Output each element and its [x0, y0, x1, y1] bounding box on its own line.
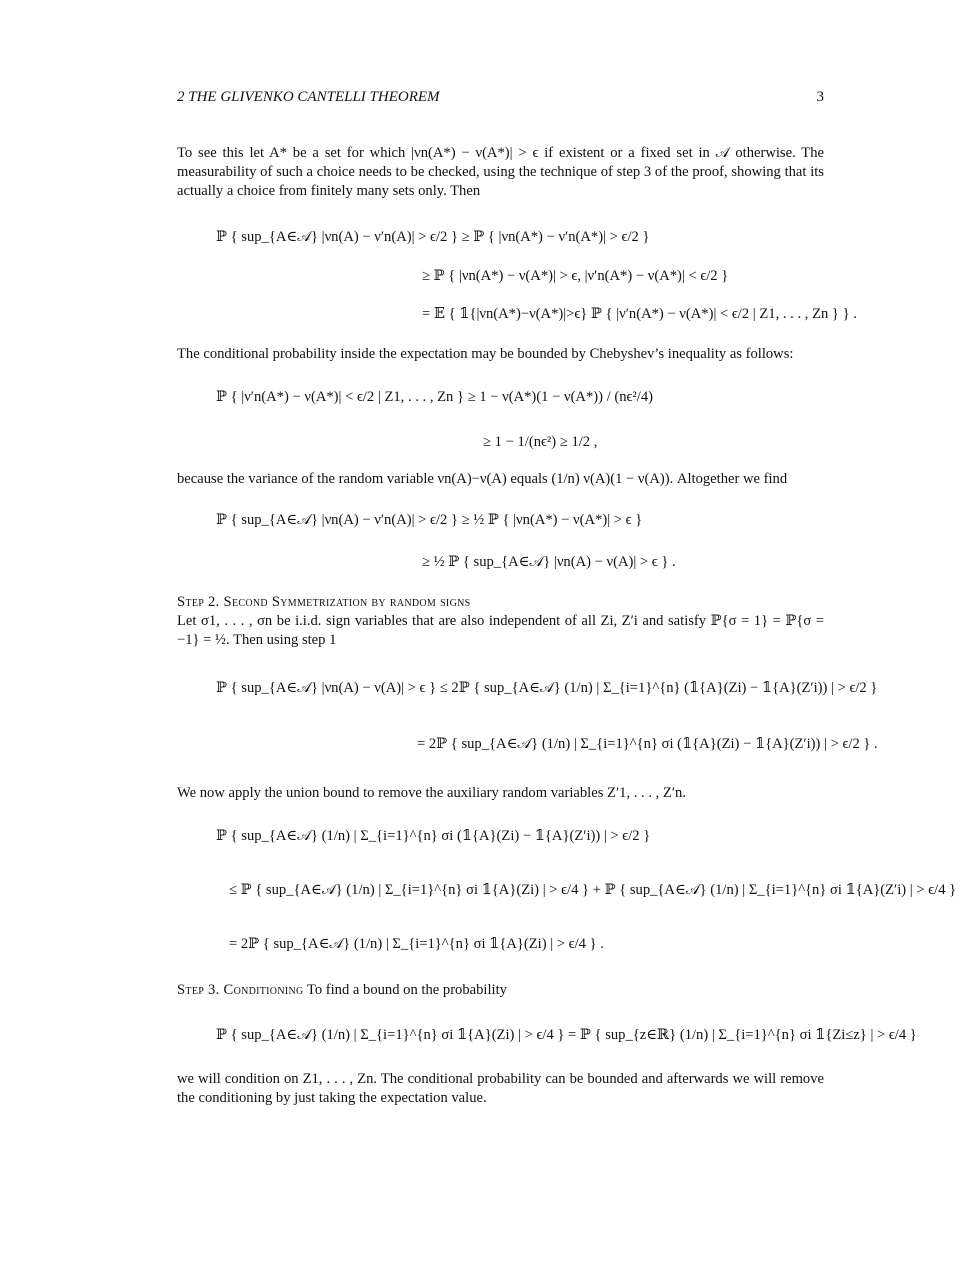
- step-3-paragraph: [177, 981, 824, 1000]
- equation-3: [177, 499, 824, 583]
- eq1-line3: = 𝔼 { 𝟙{|νn(A*)−ν(A*)|>ϵ} ℙ { |ν′n(A*) − ν(A*)| < ϵ/2 | Z1, . . . , Zn } } .: [422, 306, 857, 322]
- paragraph-1: To see this let A* be a set for which |νn(A*) − ν(A*)| > ϵ if existent or a fixed set in 𝒜 otherwise. The measurability of such a choice needs to be checked, using the technique of step 3 of the proof, showing that its actually a choice from finitely many sets only. Then: [177, 145, 824, 199]
- paragraph-3: because the variance of the random variable νn(A)−ν(A) equals (1/n) ν(A)(1 − ν(A)). Altogether we find: [177, 471, 788, 487]
- eq5-line1: ℙ { sup_{A∈𝒜} (1/n) | Σ_{i=1}^{n} σi (𝟙{A}(Zi) − 𝟙{A}(Z′i)) | > ϵ/2 }: [216, 828, 651, 844]
- section-title: 2 THE GLIVENKO CANTELLI THEOREM: [177, 89, 440, 105]
- eq4-line1: ℙ { sup_{A∈𝒜} |νn(A) − ν(A)| > ϵ } ≤ 2ℙ { sup_{A∈𝒜} (1/n) | Σ_{i=1}^{n} (𝟙{A}(Zi) − 𝟙{A}(Z′i)) | > ϵ/2 }: [216, 680, 878, 696]
- step-3-text: To find a bound on the probability: [306, 982, 507, 998]
- equation-4: [177, 660, 878, 772]
- step-2-heading: Step 2. Second Symmetrization by random signs: [177, 594, 471, 610]
- equation-6: [177, 1006, 917, 1064]
- paragraph-2: The conditional probability inside the expectation may be bounded by Chebyshev’s inequality as follows:: [177, 346, 794, 362]
- eq5-line3: = 2ℙ { sup_{A∈𝒜} (1/n) | Σ_{i=1}^{n} σi 𝟙{A}(Zi) | > ϵ/4 } .: [229, 936, 604, 952]
- body: [177, 144, 957, 1108]
- paragraph-4: We now apply the union bound to remove the auxiliary random variables Z′1, . . . , Z′n.: [177, 785, 686, 801]
- paragraph-5: we will condition on Z1, . . . , Zn. The conditional probability can be bounded and afterwards we will remove the conditioning by just taking the expectation value.: [177, 1071, 824, 1106]
- eq2-line1: ℙ { |ν′n(A*) − ν(A*)| < ϵ/2 | Z1, . . . , Zn } ≥ 1 − ν(A*)(1 − ν(A*)) / (nϵ²/4): [216, 389, 653, 405]
- eq6-line1: ℙ { sup_{A∈𝒜} (1/n) | Σ_{i=1}^{n} σi 𝟙{A}(Zi) | > ϵ/4 } = ℙ { sup_{z∈ℝ} (1/n) | Σ_{i=1}^{n} σi 𝟙{Zi≤z} | > ϵ/4 }: [216, 1027, 917, 1043]
- eq3-line2: ≥ ½ ℙ { sup_{A∈𝒜} |νn(A) − ν(A)| > ϵ } .: [422, 554, 676, 570]
- equation-5: [177, 809, 957, 971]
- eq1-line2: ≥ ℙ { |νn(A*) − ν(A*)| > ϵ, |ν′n(A*) − ν(A*)| < ϵ/2 }: [422, 268, 729, 284]
- eq1-line1: ℙ { sup_{A∈𝒜} |νn(A) − ν′n(A)| > ϵ/2 } ≥ ℙ { |νn(A*) − ν′n(A*)| > ϵ/2 }: [216, 229, 650, 245]
- step-3-heading: Step 3. Conditioning: [177, 982, 304, 998]
- equation-1: [177, 217, 857, 333]
- eq3-line1: ℙ { sup_{A∈𝒜} |νn(A) − ν′n(A)| > ϵ/2 } ≥ ½ ℙ { |νn(A*) − ν(A*)| > ϵ }: [216, 512, 643, 528]
- equation-2: [177, 374, 824, 464]
- page-number: 3: [816, 89, 824, 105]
- running-header: [177, 89, 824, 109]
- eq4-line2: = 2ℙ { sup_{A∈𝒜} (1/n) | Σ_{i=1}^{n} σi (𝟙{A}(Zi) − 𝟙{A}(Z′i)) | > ϵ/2 } .: [417, 736, 878, 752]
- eq5-line2: ≤ ℙ { sup_{A∈𝒜} (1/n) | Σ_{i=1}^{n} σi 𝟙{A}(Zi) | > ϵ/4 } + ℙ { sup_{A∈𝒜} (1/n) | Σ_{i=1}^{n} σi 𝟙{A}(Z′i) | > ϵ/4 }: [229, 882, 957, 898]
- eq2-line2: ≥ 1 − 1/(nϵ²) ≥ 1/2 ,: [483, 433, 598, 450]
- step-2-text: Let σ1, . . . , σn be i.i.d. sign variables that are also independent of all Zi, Z′i and satisfy ℙ{σ = 1} = ℙ{σ = −1} = ½. Then using step 1: [177, 613, 824, 648]
